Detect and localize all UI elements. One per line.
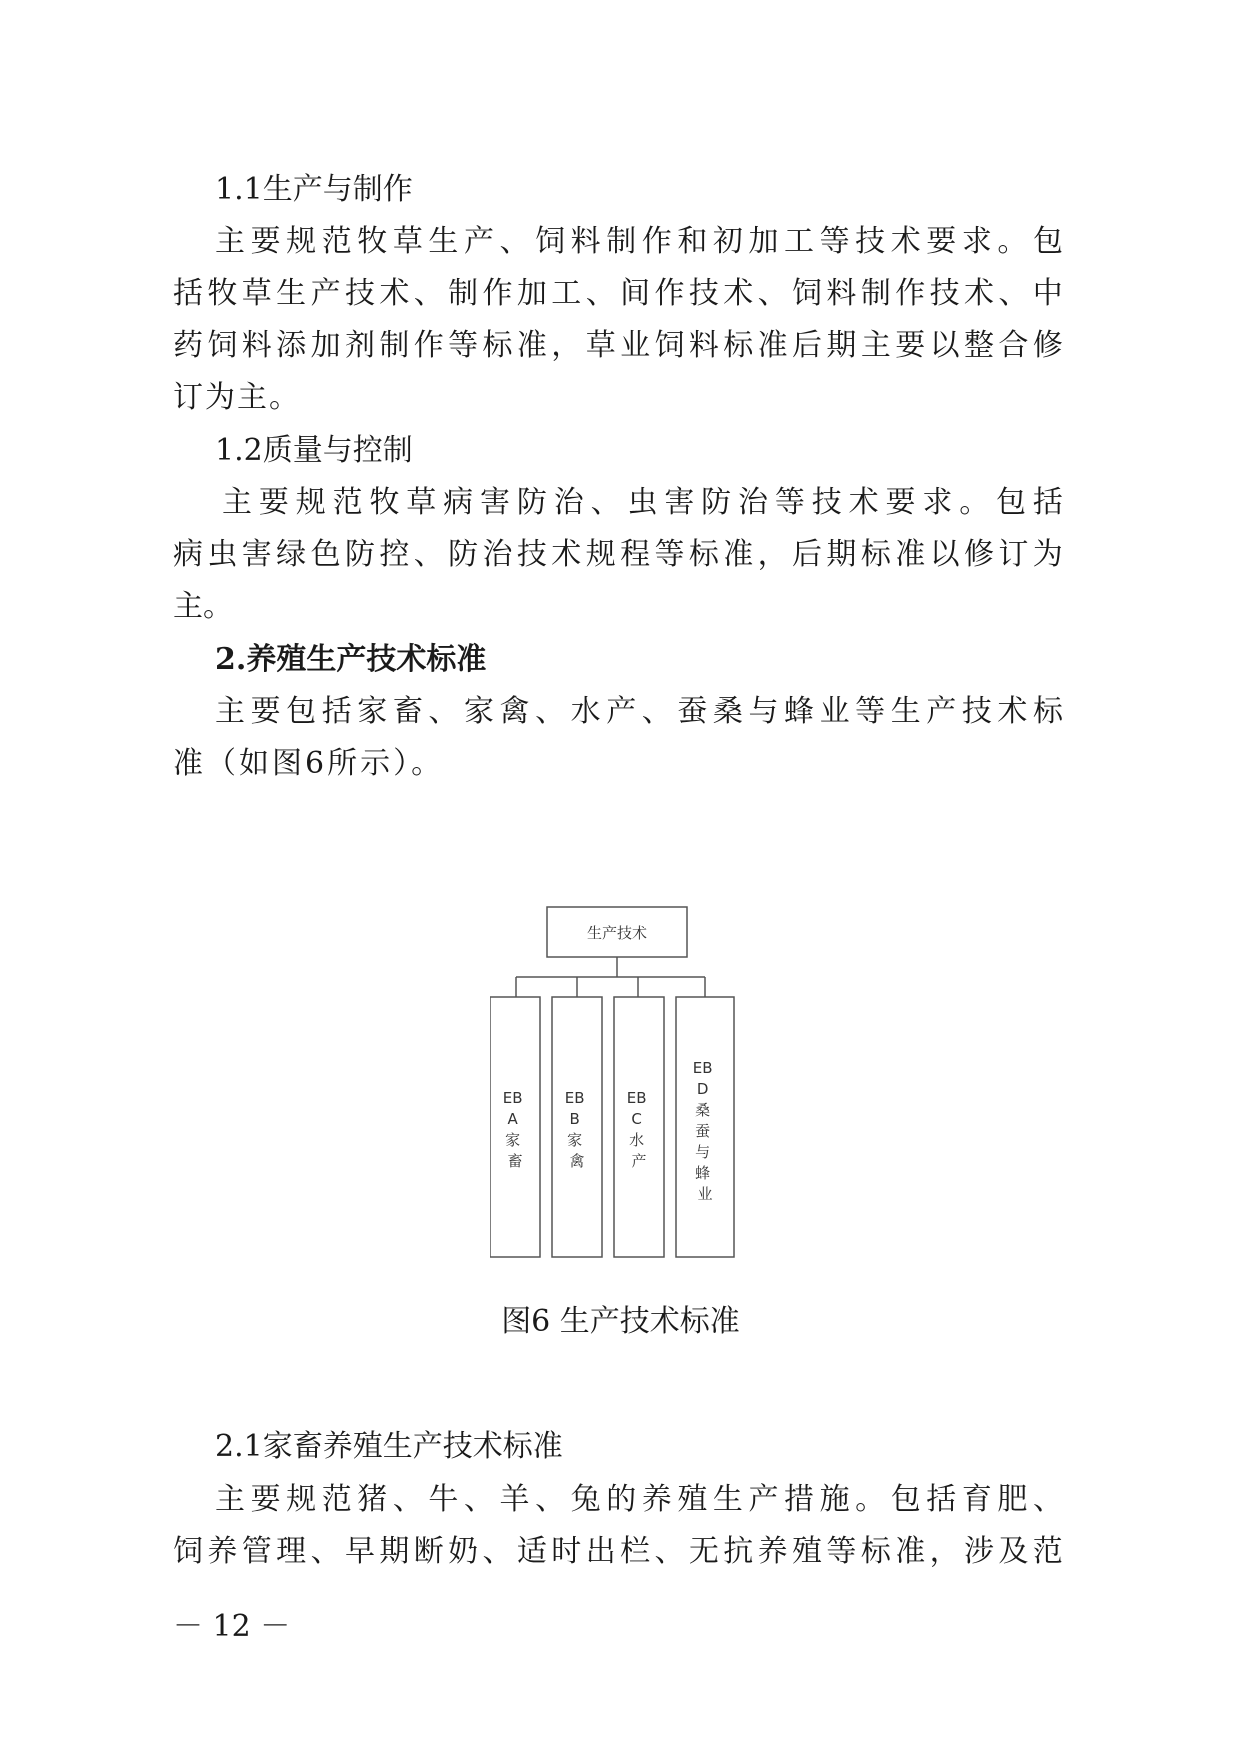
- diagram-child-b-text: EB B 家 禽: [564, 1089, 585, 1170]
- section-2-heading: 2.养殖生产技术标准: [215, 642, 487, 677]
- paragraph-line: 饲 养 管 理 、 早 期 断 奶 、 适 时 出 栏 、 无 抗 养 殖 等 标 准 ， 涉 及 范: [173, 1534, 1063, 1569]
- production-tech-diagram: [490, 905, 750, 1265]
- diagram-child-a-text: EB A 家 畜: [502, 1089, 523, 1170]
- paragraph-line: 主 要 规 范 猪 、 牛 、 羊 、 兔 的 养 殖 生 产 措 施 。 包 括 育 肥 、: [215, 1482, 1063, 1517]
- diagram-child-d-text: EB D 桑 蚕 与 蜂 业: [692, 1059, 713, 1203]
- paragraph-line: 主 要 规 范 牧 草 病 害 防 治 、 虫 害 防 治 等 技 术 要 求 。 包 括: [222, 485, 1063, 520]
- paragraph-line: 药 饲 料 添 加 剂 制 作 等 标 准 ， 草 业 饲 料 标 准 后 期 主 要 以 整 合 修: [173, 328, 1063, 363]
- page-number: － 12 －: [173, 1609, 291, 1644]
- paragraph-line: 主。: [173, 589, 233, 624]
- figure-caption: 图6 生产技术标准: [501, 1304, 740, 1339]
- diagram-child-c-text: EB C 水 产: [626, 1089, 647, 1170]
- paragraph-line: 括 牧 草 生 产 技 术 、 制 作 加 工 、 间 作 技 术 、 饲 料 制 作 技 术 、 中: [173, 276, 1063, 311]
- paragraph-line: 订为主。: [173, 380, 301, 415]
- section-1-2-heading: 1.2质量与控制: [215, 433, 413, 468]
- section-2-1-heading: 2.1家畜养殖生产技术标准: [215, 1429, 563, 1464]
- paragraph-line: 病 虫 害 绿 色 防 控 、 防 治 技 术 规 程 等 标 准 ， 后 期 标 准 以 修 订 为: [173, 537, 1063, 572]
- section-1-1-heading: 1.1生产与制作: [215, 172, 413, 207]
- diagram-root-label: 生产技术: [586, 924, 648, 942]
- paragraph-line: 主 要 规 范 牧 草 生 产 、 饲 料 制 作 和 初 加 工 等 技 术 要 求 。 包: [215, 224, 1063, 259]
- paragraph-line: 主 要 包 括 家 畜 、 家 禽 、 水 产 、 蚕 桑 与 蜂 业 等 生 产 技 术 标: [215, 694, 1063, 729]
- paragraph-line: 准（如图6所示）。: [173, 746, 445, 781]
